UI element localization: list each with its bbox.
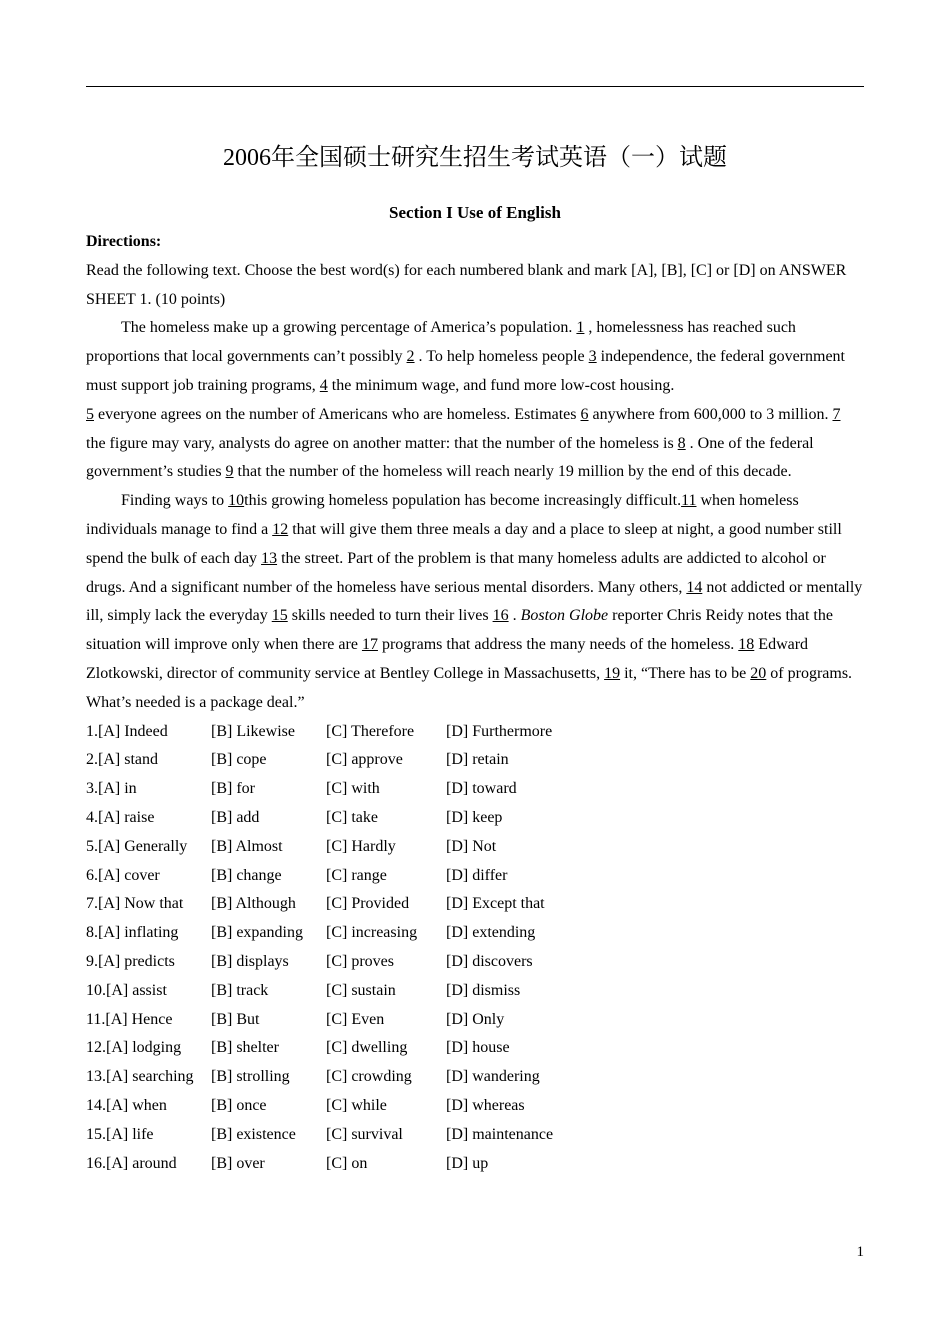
option-row-15 (86, 1121, 864, 1150)
blank-2: 2 (406, 348, 415, 366)
option-c: [C] Provided (326, 895, 410, 913)
section-heading: Section I Use of English (389, 203, 561, 222)
passage-text: programs that address the many needs of the homeless. (377, 636, 739, 654)
option-row-9 (86, 948, 864, 977)
option-row-1 (86, 718, 864, 747)
option-a: 7.[A] Now that (86, 895, 184, 913)
passage-paragraph-1 (86, 314, 864, 400)
option-c: [C] with (326, 780, 380, 798)
option-a: 12.[A] lodging (86, 1039, 182, 1057)
passage-text: , homelessness has reached such proportions that local governments can’t possibly (86, 319, 796, 366)
passage-text: the street. Part of the problem is that many homeless adults are addicted to alcohol or drugs. And a significant number of the homeless have serious mental disorders. Many others, (86, 549, 826, 596)
option-a: 14.[A] when (86, 1096, 167, 1114)
option-row-8 (86, 919, 864, 948)
passage-text: The homeless make up a growing percentage of America’s population. (121, 319, 577, 337)
option-a: 1.[A] Indeed (86, 722, 168, 740)
option-d: [D] keep (446, 808, 503, 826)
option-b: [B] Although (211, 895, 296, 913)
option-b: [B] existence (211, 1125, 296, 1143)
option-d: [D] toward (446, 780, 517, 798)
passage-text: . One of the federal government’s studies (86, 434, 814, 481)
option-row-12 (86, 1034, 864, 1063)
blank-8: 8 (677, 434, 686, 452)
page-number: 1 (856, 1244, 864, 1260)
option-d: [D] up (446, 1154, 489, 1172)
option-c: [C] dwelling (326, 1039, 408, 1057)
option-b: [B] Likewise (211, 722, 295, 740)
option-b: [B] once (211, 1096, 267, 1114)
option-c: [C] on (326, 1154, 368, 1172)
option-c: [C] Hardly (326, 837, 396, 855)
option-c: [C] Even (326, 1010, 385, 1028)
option-row-4 (86, 804, 864, 833)
option-b: [B] for (211, 780, 255, 798)
blank-13: 13 (261, 549, 278, 567)
option-d: [D] discovers (446, 952, 533, 970)
passage-text: Finding ways to (121, 492, 229, 510)
option-c: [C] proves (326, 952, 394, 970)
passage-text: Edward Zlotkowski, director of community service at Bentley College in Massachusetts, (86, 636, 809, 682)
blank-15: 15 (271, 607, 288, 625)
option-row-13 (86, 1063, 864, 1092)
option-a: 15.[A] life (86, 1125, 154, 1143)
passage-text: skills needed to turn their lives (287, 607, 493, 625)
option-b: [B] expanding (211, 924, 303, 942)
blank-4: 4 (319, 376, 328, 394)
options-list (86, 718, 864, 1179)
passage-text: anywhere from 600,000 to 3 million. (588, 405, 833, 423)
option-b: [B] shelter (211, 1039, 279, 1057)
blank-16: 16 (492, 607, 509, 625)
passage-text: the figure may vary, analysts do agree on another matter: that the number of the homeless is (86, 434, 678, 452)
passage-text: when homeless individuals manage to find a (86, 492, 799, 538)
option-d: [D] retain (446, 751, 509, 769)
option-row-3 (86, 775, 864, 804)
option-a: 5.[A] Generally (86, 837, 188, 855)
header-rule (86, 86, 864, 87)
option-c: [C] Therefore (326, 722, 415, 740)
passage-text: it, “There has to be (620, 664, 751, 682)
option-d: [D] Not (446, 837, 497, 855)
exam-content (86, 228, 864, 1178)
option-row-2 (86, 746, 864, 775)
blank-1: 1 (576, 319, 585, 337)
blank-19: 19 (604, 664, 621, 682)
option-d: [D] house (446, 1039, 510, 1057)
option-c: [C] while (326, 1096, 387, 1114)
option-b: [B] track (211, 981, 269, 999)
passage-text: . (508, 607, 521, 625)
newspaper-name: Boston Globe (520, 607, 609, 625)
option-d: [D] Except that (446, 895, 545, 913)
option-a: 10.[A] assist (86, 981, 167, 999)
passage-text: everyone agrees on the number of Americans who are homeless. Estimates (94, 405, 581, 423)
option-b: [B] strolling (211, 1068, 290, 1086)
passage-text: that will give them three meals a day and a place to sleep at night, a good number still spend the bulk of each day (86, 520, 842, 567)
blank-14: 14 (686, 578, 703, 596)
blank-9: 9 (225, 463, 234, 481)
passage-text: that the number of the homeless will reach nearly 19 million by the end of this decade. (233, 463, 792, 481)
option-a: 6.[A] cover (86, 866, 160, 884)
option-d: [D] whereas (446, 1096, 525, 1114)
option-c: [C] survival (326, 1125, 403, 1143)
passage-paragraph-3 (86, 487, 864, 717)
directions-text: Read the following text. Choose the best word(s) for each numbered blank and mark [A], [B], [C] or [D] on ANSWER SHEET 1. (10 points) (86, 261, 847, 308)
option-b: [B] cope (211, 751, 267, 769)
blank-18: 18 (738, 636, 755, 654)
option-d: [D] dismiss (446, 981, 521, 999)
passage-text: independence, the federal government must support job training programs, (86, 348, 845, 394)
option-row-10 (86, 977, 864, 1006)
option-b: [B] over (211, 1154, 265, 1172)
blank-12: 12 (272, 520, 289, 538)
option-b: [B] Almost (211, 837, 283, 855)
passage-text: reporter Chris Reidy notes that the situation will improve only when there are (86, 607, 833, 654)
option-a: 8.[A] inflating (86, 924, 179, 942)
option-a: 11.[A] Hence (86, 1010, 173, 1028)
option-c: [C] approve (326, 751, 403, 769)
option-d: [D] extending (446, 924, 536, 942)
exam-title: 2006年全国硕士研究生招生考试英语（一）试题 (223, 145, 727, 171)
blank-3: 3 (588, 348, 597, 366)
blank-20: 20 (750, 664, 767, 682)
directions-label: Directions: (86, 233, 162, 250)
option-row-16 (86, 1150, 864, 1179)
option-d: [D] wandering (446, 1068, 540, 1086)
option-b: [B] displays (211, 952, 289, 970)
passage-text: the minimum wage, and fund more low-cost housing. (327, 376, 675, 394)
option-b: [B] add (211, 808, 260, 826)
option-a: 9.[A] predicts (86, 952, 175, 970)
option-c: [C] sustain (326, 981, 396, 999)
passage-text: not addicted or mentally ill, simply lack the everyday (86, 578, 863, 625)
option-d: [D] Only (446, 1010, 505, 1028)
option-c: [C] crowding (326, 1068, 412, 1086)
blank-7: 7 (832, 405, 841, 423)
option-c: [C] increasing (326, 924, 418, 942)
option-a: 13.[A] searching (86, 1068, 194, 1086)
blank-17: 17 (361, 636, 378, 654)
option-row-6 (86, 862, 864, 891)
option-a: 4.[A] raise (86, 808, 155, 826)
option-d: [D] differ (446, 866, 508, 884)
passage-text: . To help homeless people (414, 348, 589, 366)
option-d: [D] maintenance (446, 1125, 554, 1143)
option-row-7 (86, 890, 864, 919)
blank-5: 5 (86, 405, 94, 423)
option-d: [D] Furthermore (446, 722, 553, 740)
passage-text: this growing homeless population has become increasingly difficult. (244, 492, 682, 510)
option-c: [C] take (326, 808, 378, 826)
blank-6: 6 (580, 405, 589, 423)
option-row-5 (86, 833, 864, 862)
option-row-11 (86, 1006, 864, 1035)
passage-paragraph-2 (86, 401, 864, 487)
blank-10: 10 (228, 492, 245, 510)
option-a: 3.[A] in (86, 780, 137, 798)
option-a: 2.[A] stand (86, 751, 158, 769)
option-b: [B] change (211, 866, 282, 884)
passage-text: of programs. What’s needed is a package deal.” (86, 664, 853, 711)
option-b: [B] But (211, 1010, 260, 1028)
blank-11: 11 (681, 492, 697, 510)
option-c: [C] range (326, 866, 387, 884)
option-a: 16.[A] around (86, 1154, 177, 1172)
option-row-14 (86, 1092, 864, 1121)
